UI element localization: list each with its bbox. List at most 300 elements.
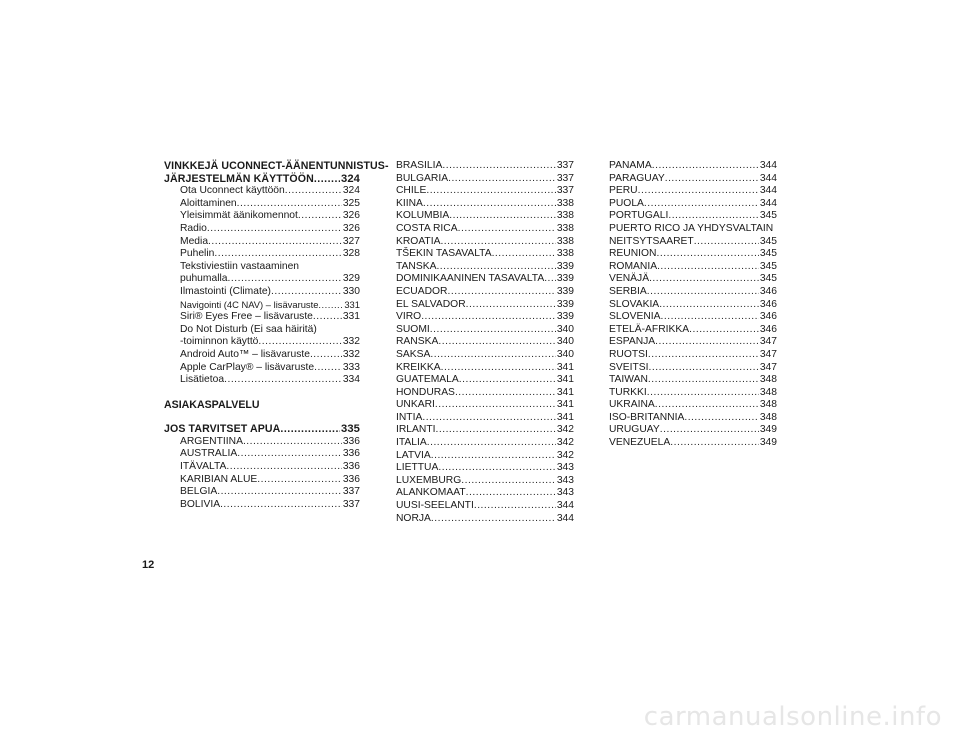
toc-entry-label: SVEITSI [609, 361, 649, 373]
toc-leader-dots [436, 261, 555, 274]
toc-entry[interactable] [396, 210, 574, 223]
toc-entry[interactable] [164, 486, 360, 499]
toc-page-number: 344 [759, 172, 777, 184]
toc-entry[interactable] [609, 198, 777, 211]
toc-entry[interactable] [164, 436, 360, 449]
toc-page-number: 337 [556, 185, 574, 197]
toc-page-number: 331 [342, 311, 360, 323]
toc-page-number: 344 [759, 197, 777, 209]
toc-page-number: 331 [344, 298, 360, 310]
toc-page-number: 336 [342, 461, 360, 473]
toc-entry-label: TANSKA [396, 260, 437, 272]
toc-entry[interactable] [396, 387, 574, 400]
toc-entry[interactable] [164, 223, 360, 236]
toc-entry-label: RANSKA [396, 336, 439, 348]
toc-entry-label: ALANKOMAAT [396, 487, 466, 499]
toc-entry[interactable] [609, 286, 777, 299]
toc-entry[interactable] [396, 450, 574, 463]
toc-entry-label: Android Auto™ – lisävaruste [180, 348, 310, 360]
toc-entry-label: PARAGUAY [609, 172, 665, 184]
toc-entry[interactable] [609, 399, 777, 412]
toc-entry-label: VENÄJÄ [609, 273, 650, 285]
toc-entry[interactable] [396, 374, 574, 387]
toc-page-number: 330 [342, 285, 360, 297]
toc-leader-dots [257, 474, 342, 487]
toc-page-number: 340 [556, 323, 574, 335]
toc-entry[interactable] [164, 448, 360, 461]
toc-leader-dots [459, 374, 556, 387]
toc-entry-label: SLOVENIA [609, 311, 661, 323]
toc-page-number: 344 [759, 185, 777, 197]
toc-page-number: 341 [556, 411, 574, 423]
toc-page-number: 326 [342, 210, 360, 222]
toc-entry[interactable] [609, 273, 777, 286]
toc-leader-dots [298, 210, 342, 223]
toc-leader-dots [458, 223, 556, 236]
toc-leader-dots [461, 475, 556, 488]
toc-entry-label: PERU [609, 185, 638, 197]
toc-entry[interactable] [609, 299, 777, 312]
toc-entry-dnd[interactable] [164, 336, 360, 349]
toc-page-number: 339 [556, 285, 574, 297]
toc-leader-dots [466, 299, 556, 312]
toc-leader-dots [647, 286, 759, 299]
toc-entry[interactable] [609, 412, 777, 425]
toc-entry-puerto-rico[interactable] [609, 236, 777, 249]
toc-entry[interactable] [164, 374, 360, 387]
toc-entry[interactable] [396, 362, 574, 375]
toc-page-number: 345 [759, 260, 777, 272]
toc-entry[interactable] [609, 362, 777, 375]
toc-page-number: 338 [556, 235, 574, 247]
toc-entry[interactable] [396, 424, 574, 437]
toc-entry-label: Ilmastointi (Climate) [180, 285, 271, 297]
toc-page-number: 348 [759, 399, 777, 411]
toc-leader-dots [659, 299, 759, 312]
toc-entry[interactable] [164, 286, 360, 299]
toc-page-number: 348 [759, 411, 777, 423]
toc-leader-dots [448, 286, 556, 299]
toc-page-number: 329 [342, 273, 360, 285]
toc-entry-label: LIETTUA [396, 462, 439, 474]
toc-leader-dots [684, 412, 758, 425]
toc-leader-dots [318, 299, 343, 312]
toc-leader-dots [217, 486, 342, 499]
toc-heading-label: JOS TARVITSET APUA [164, 423, 281, 436]
toc-entry[interactable] [609, 374, 777, 387]
toc-page-number: 342 [556, 424, 574, 436]
toc-page-number: 325 [342, 197, 360, 209]
toc-entry-label: VIRO [396, 311, 422, 323]
toc-leader-dots [656, 248, 758, 261]
toc-entry[interactable] [609, 160, 777, 173]
toc-page-number: 345 [759, 248, 777, 260]
toc-page-number: 324 [342, 185, 360, 197]
toc-leader-dots [427, 437, 556, 450]
toc-leader-dots [423, 198, 556, 211]
toc-entry-label: SERBIA [609, 285, 647, 297]
toc-entry[interactable] [396, 198, 574, 211]
toc-entry-label: PUOLA [609, 197, 644, 209]
toc-page-number: 336 [342, 435, 360, 447]
toc-page-number: 346 [759, 285, 777, 297]
toc-leader-dots [431, 450, 556, 463]
toc-page-number: 337 [556, 172, 574, 184]
toc-entry-label: PANAMA [609, 160, 652, 171]
toc-leader-dots [237, 198, 342, 211]
toc-page-number: 328 [342, 248, 360, 260]
toc-entry-label: ISO-BRITANNIA [609, 411, 685, 423]
toc-entry-label: Yleisimmät äänikomennot [180, 210, 298, 222]
toc-entry-label: REUNION [609, 248, 657, 260]
toc-leader-dots [474, 500, 556, 513]
toc-entry-label: ROMANIA [609, 260, 658, 272]
toc-leader-dots [652, 160, 759, 173]
toc-page-number: 347 [759, 336, 777, 348]
toc-entry[interactable] [609, 311, 777, 324]
toc-page-number: 341 [556, 374, 574, 386]
toc-entry[interactable] [164, 474, 360, 487]
toc-page-number: 339 [556, 298, 574, 310]
toc-entry-label: LATVIA [396, 449, 431, 461]
toc-entry[interactable] [609, 387, 777, 400]
toc-entry[interactable] [609, 349, 777, 362]
toc-heading-voice-tips[interactable] [164, 173, 360, 186]
toc-entry[interactable] [396, 286, 574, 299]
toc-page-number: 346 [759, 323, 777, 335]
toc-entry-label: TURKKI [609, 386, 647, 398]
toc-entry-label: ECUADOR [396, 285, 448, 297]
toc-entry-label: Apple CarPlay® – lisävaruste [180, 361, 315, 373]
toc-page-number: 345 [759, 273, 777, 285]
toc-leader-dots [426, 185, 555, 198]
toc-entry-label: NORJA [396, 512, 431, 524]
toc-page-number: 349 [759, 424, 777, 436]
toc-leader-dots [694, 236, 759, 249]
toc-page-number: 338 [556, 222, 574, 234]
toc-entry[interactable] [164, 311, 360, 324]
toc-entry-puerto-rico-line1: PUERTO RICO JA YHDYSVALTAIN [609, 222, 774, 234]
toc-entry[interactable] [609, 336, 777, 349]
toc-leader-dots [224, 374, 342, 387]
toc-entry[interactable] [396, 513, 574, 526]
site-watermark: carmanualsonline.info [643, 702, 942, 732]
toc-page-number: 341 [556, 399, 574, 411]
toc-leader-dots [648, 374, 759, 387]
toc-entry-label: UUSI-SEELANTI [396, 500, 474, 512]
toc-page-number: 333 [342, 361, 360, 373]
toc-column-2 [396, 160, 574, 525]
toc-heading-label: JÄRJESTELMÄN KÄYTTÖÖN [164, 172, 314, 185]
toc-entry[interactable] [609, 248, 777, 261]
toc-entry[interactable] [396, 399, 574, 412]
toc-leader-dots [455, 387, 556, 400]
toc-entry-label: BRASILIA [396, 160, 443, 171]
toc-leader-dots [665, 173, 759, 186]
toc-entry[interactable] [164, 349, 360, 362]
toc-entry-label: ITÄVALTA [180, 461, 227, 473]
toc-leader-dots [228, 273, 342, 286]
toc-page-number: 337 [556, 160, 574, 171]
toc-page-number: 336 [342, 473, 360, 485]
toc-leader-dots [544, 273, 556, 286]
toc-heading-voice-tips-line1: VINKKEJÄ UCONNECT-ÄÄNENTUNNISTUS- [164, 160, 389, 172]
toc-leader-dots [647, 387, 759, 400]
toc-entry[interactable] [396, 236, 574, 249]
toc-leader-dots [435, 399, 556, 412]
toc-column-3 [609, 160, 777, 450]
toc-leader-dots [660, 424, 759, 437]
toc-page-number: 332 [342, 348, 360, 360]
toc-page-number: 339 [556, 311, 574, 323]
toc-entry-dnd-line1: Do Not Disturb (Ei saa häiritä) [180, 323, 317, 335]
toc-entry-label: IRLANTI [396, 424, 436, 436]
toc-page-number: 342 [556, 437, 574, 449]
toc-entry-label: UNKARI [396, 399, 435, 411]
toc-leader-dots [655, 399, 759, 412]
toc-leader-dots [648, 362, 758, 375]
toc-leader-dots [214, 248, 341, 261]
toc-entry[interactable] [609, 324, 777, 337]
toc-leader-dots [422, 412, 555, 425]
toc-entry[interactable] [609, 173, 777, 186]
toc-entry[interactable] [396, 160, 574, 173]
toc-leader-dots [431, 513, 556, 526]
toc-entry-label: ESPANJA [609, 336, 656, 348]
toc-page-number: 339 [556, 273, 574, 285]
toc-entry[interactable] [396, 487, 574, 500]
toc-section-customer-service[interactable]: ASIAKASPALVELU [164, 398, 260, 411]
toc-leader-dots [689, 324, 759, 337]
toc-page-number: 334 [342, 374, 360, 386]
toc-page-number: 344 [556, 500, 574, 512]
toc-page-number: 346 [759, 311, 777, 323]
toc-entry[interactable] [396, 223, 574, 236]
toc-leader-dots [226, 461, 341, 474]
toc-page-number: 343 [556, 462, 574, 474]
toc-entry-label: KARIBIAN ALUE [180, 473, 258, 485]
toc-page-number: 332 [342, 336, 360, 348]
toc-entry-label: SAKSA [396, 348, 431, 360]
toc-page-number: 348 [759, 374, 777, 386]
toc-entry-label: CHILE [396, 185, 427, 197]
toc-entry-label: ARGENTIINA [180, 435, 243, 447]
toc-entry-label: AUSTRALIA [180, 448, 238, 460]
toc-leader-dots [442, 160, 555, 173]
toc-page-number: 347 [759, 361, 777, 373]
toc-entry-label: Radio [180, 222, 207, 234]
toc-entry-label: KREIKKA [396, 361, 441, 373]
toc-entry[interactable] [396, 336, 574, 349]
toc-leader-dots [421, 311, 556, 324]
toc-entry[interactable] [396, 261, 574, 274]
toc-leader-dots [208, 236, 342, 249]
toc-entry[interactable] [164, 198, 360, 211]
toc-entry-label: Puhelin [180, 248, 215, 260]
toc-entry[interactable] [609, 437, 777, 450]
toc-leader-dots [648, 349, 759, 362]
toc-page-number: 346 [759, 298, 777, 310]
toc-entry[interactable] [396, 349, 574, 362]
toc-page-number: 324 [341, 172, 360, 185]
toc-entry-label: ITALIA [396, 437, 427, 449]
toc-leader-dots [661, 311, 759, 324]
toc-page-number: 341 [556, 386, 574, 398]
toc-entry-label: puhumalla [180, 273, 228, 285]
toc-leader-dots [440, 236, 555, 249]
toc-leader-dots [438, 336, 555, 349]
toc-entry-label: Media [180, 235, 209, 247]
toc-page-number: 347 [759, 348, 777, 360]
toc-entry[interactable] [164, 499, 360, 512]
toc-leader-dots [644, 198, 759, 211]
toc-leader-dots [258, 336, 341, 349]
toc-entry-label: TŠEKIN TASAVALTA [396, 248, 492, 260]
toc-entry-label: GUATEMALA [396, 374, 459, 386]
toc-entry[interactable] [396, 412, 574, 425]
toc-leader-dots [435, 424, 555, 437]
toc-leader-dots [285, 185, 342, 198]
toc-page-number: 337 [342, 486, 360, 498]
toc-page-number: 345 [759, 210, 777, 222]
toc-leader-dots [430, 324, 556, 337]
toc-entry-label: HONDURAS [396, 386, 455, 398]
toc-entry-label: KOLUMBIA [396, 210, 450, 222]
toc-entry-label: BELGIA [180, 486, 218, 498]
toc-leader-dots [657, 261, 759, 274]
toc-page-number: 340 [556, 348, 574, 360]
toc-leader-dots [638, 185, 759, 198]
toc-page-number: 327 [342, 235, 360, 247]
toc-entry-label: TAIWAN [609, 374, 648, 386]
toc-leader-dots [271, 286, 342, 299]
toc-page-number: 339 [556, 260, 574, 272]
toc-leader-dots [441, 362, 556, 375]
toc-entry-label: SUOMI [396, 323, 430, 335]
toc-leader-dots [243, 436, 342, 449]
toc-entry[interactable] [164, 299, 360, 312]
toc-leader-dots [466, 487, 556, 500]
toc-entry-label: DOMINIKAANINEN TASAVALTA [396, 273, 545, 285]
toc-entry-text-reply-line1: Tekstiviestiin vastaaminen [180, 260, 300, 272]
toc-page-number: 340 [556, 336, 574, 348]
toc-page-number: 348 [759, 386, 777, 398]
toc-page-number: 342 [556, 449, 574, 461]
toc-leader-dots [492, 248, 556, 261]
toc-entry-label: PORTUGALI [609, 210, 669, 222]
toc-entry-label: VENEZUELA [609, 437, 671, 449]
toc-entry-label: SLOVAKIA [609, 298, 660, 310]
toc-leader-dots [207, 223, 342, 236]
toc-entry-label: LUXEMBURG [396, 474, 462, 486]
toc-leader-dots [310, 349, 342, 362]
toc-page-number: 349 [759, 437, 777, 449]
toc-entry[interactable] [396, 500, 574, 513]
toc-page-number: 344 [759, 160, 777, 171]
toc-page-number: 335 [341, 423, 360, 436]
toc-entry[interactable] [164, 461, 360, 474]
toc-leader-dots [668, 210, 758, 223]
toc-entry[interactable] [164, 210, 360, 223]
toc-entry-label: BULGARIA [396, 172, 449, 184]
toc-entry-label: Ota Uconnect käyttöön [180, 185, 285, 197]
toc-entry[interactable] [164, 236, 360, 249]
toc-entry-label: EL SALVADOR [396, 298, 466, 310]
toc-entry-label: Lisätietoa [180, 374, 225, 386]
toc-heading-need-help[interactable] [164, 423, 360, 436]
toc-page-number: 338 [556, 197, 574, 209]
toc-leader-dots [314, 173, 340, 186]
toc-leader-dots [237, 448, 342, 461]
toc-page-number: 336 [342, 448, 360, 460]
toc-entry-label: ETELÄ-AFRIKKA [609, 323, 690, 335]
toc-leader-dots [649, 273, 759, 286]
toc-entry[interactable] [396, 437, 574, 450]
toc-leader-dots [670, 437, 759, 450]
toc-entry-label: UKRAINA [609, 399, 655, 411]
toc-page-number: 341 [556, 361, 574, 373]
toc-entry-label: BOLIVIA [180, 498, 221, 510]
toc-page-number: 345 [759, 235, 777, 247]
toc-entry-text-reply[interactable] [164, 273, 360, 286]
toc-entry[interactable] [396, 173, 574, 186]
toc-page-number: 338 [556, 210, 574, 222]
toc-entry[interactable] [609, 261, 777, 274]
toc-entry[interactable] [609, 210, 777, 223]
toc-page-number: 344 [556, 512, 574, 524]
toc-entry[interactable] [396, 273, 574, 286]
toc-leader-dots [220, 499, 342, 512]
toc-entry[interactable] [396, 248, 574, 261]
toc-leader-dots [448, 173, 556, 186]
toc-entry[interactable] [396, 311, 574, 324]
toc-entry[interactable] [164, 362, 360, 375]
toc-entry-label: -toiminnon käyttö [180, 336, 259, 348]
page-number: 12 [142, 559, 155, 571]
toc-entry-label: Siri® Eyes Free – lisävaruste [180, 311, 313, 323]
toc-entry[interactable] [396, 475, 574, 488]
toc-entry-label: Navigointi (4C NAV) – lisävaruste [180, 298, 319, 310]
toc-entry[interactable] [609, 424, 777, 437]
toc-leader-dots [449, 210, 556, 223]
toc-leader-dots [313, 311, 342, 324]
toc-entry-label: NEITSYTSAARET [609, 235, 694, 247]
toc-leader-dots [280, 423, 340, 436]
toc-entry[interactable] [396, 462, 574, 475]
toc-leader-dots [438, 462, 555, 475]
toc-entry[interactable] [164, 248, 360, 261]
toc-entry[interactable] [396, 185, 574, 198]
toc-page-number: 326 [342, 222, 360, 234]
toc-entry[interactable] [396, 324, 574, 337]
toc-page-number: 337 [342, 498, 360, 510]
toc-entry-label: RUOTSI [609, 348, 648, 360]
toc-column-1 [164, 160, 389, 511]
toc-leader-dots [314, 362, 342, 375]
toc-entry-label: INTIA [396, 411, 423, 423]
toc-entry-label: URUGUAY [609, 424, 660, 436]
toc-entry-label: KIINA [396, 197, 423, 209]
toc-entry[interactable] [396, 299, 574, 312]
toc-leader-dots [430, 349, 555, 362]
toc-page-number: 343 [556, 487, 574, 499]
toc-entry-label: KROATIA [396, 235, 441, 247]
toc-entry[interactable] [609, 185, 777, 198]
toc-entry-label: COSTA RICA [396, 222, 458, 234]
toc-page-number: 343 [556, 474, 574, 486]
toc-leader-dots [655, 336, 759, 349]
toc-entry[interactable] [164, 185, 360, 198]
